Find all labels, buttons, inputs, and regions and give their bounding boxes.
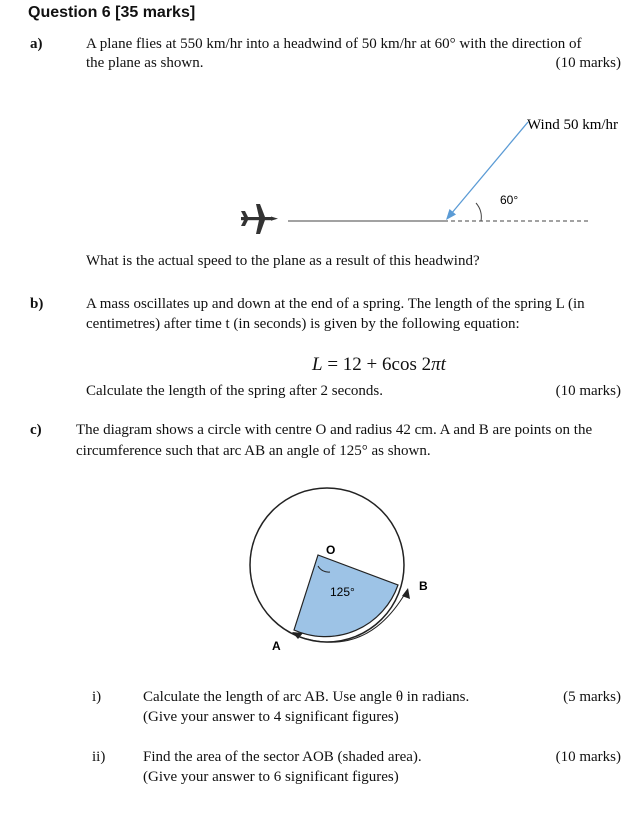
part-a-label: a): [30, 36, 43, 52]
sub-ii-line1: Find the area of the sector AOB (shaded area).: [143, 749, 422, 765]
equation-middle: = 12 + 6cos 2: [322, 354, 432, 375]
question-title: Question 6 [35 marks]: [28, 4, 196, 21]
part-a-line2: the plane as shown.: [86, 55, 204, 71]
sub-i-label: i): [92, 689, 102, 705]
part-c-line2: circumference such that arc AB an angle of 125° as shown.: [76, 443, 431, 459]
equation-lhs: L: [312, 354, 323, 375]
wind-label: Wind 50 km/hr: [527, 117, 619, 133]
point-o-label: O: [326, 543, 336, 557]
sector-angle-label: 125°: [330, 585, 355, 599]
sub-i-marks: (5 marks): [563, 689, 621, 705]
wind-angle-label: 60°: [500, 193, 519, 207]
part-b-marks: (10 marks): [555, 383, 621, 399]
part-c-label: c): [30, 422, 42, 438]
part-b-label: b): [30, 296, 44, 312]
part-b-line2: centimetres) after time t (in seconds) is given by the following equation:: [86, 316, 520, 332]
sub-i-line1: Calculate the length of arc AB. Use angle θ in radians.: [143, 689, 470, 705]
point-b-label: B: [419, 579, 428, 593]
part-a-question: What is the actual speed to the plane as a result of this headwind?: [86, 253, 480, 269]
part-b-question: Calculate the length of the spring after 2 seconds.: [86, 383, 383, 399]
part-a-line1: A plane flies at 550 km/hr into a headwind of 50 km/hr at 60° with the direction of: [86, 36, 582, 52]
sub-ii-label: ii): [92, 749, 106, 765]
part-b-line1: A mass oscillates up and down at the end of a spring. The length of the spring L (in: [86, 296, 585, 312]
equation-t: t: [440, 354, 446, 375]
sub-ii-marks: (10 marks): [555, 749, 621, 765]
part-a-marks: (10 marks): [555, 55, 621, 71]
point-a-label: A: [272, 639, 281, 653]
equation-pi: π: [431, 354, 441, 375]
sub-i-line2: (Give your answer to 4 significant figures): [143, 709, 399, 725]
sub-ii-line2: (Give your answer to 6 significant figures): [143, 769, 399, 785]
part-c-line1: The diagram shows a circle with centre O and radius 42 cm. A and B are points on the: [76, 422, 593, 438]
